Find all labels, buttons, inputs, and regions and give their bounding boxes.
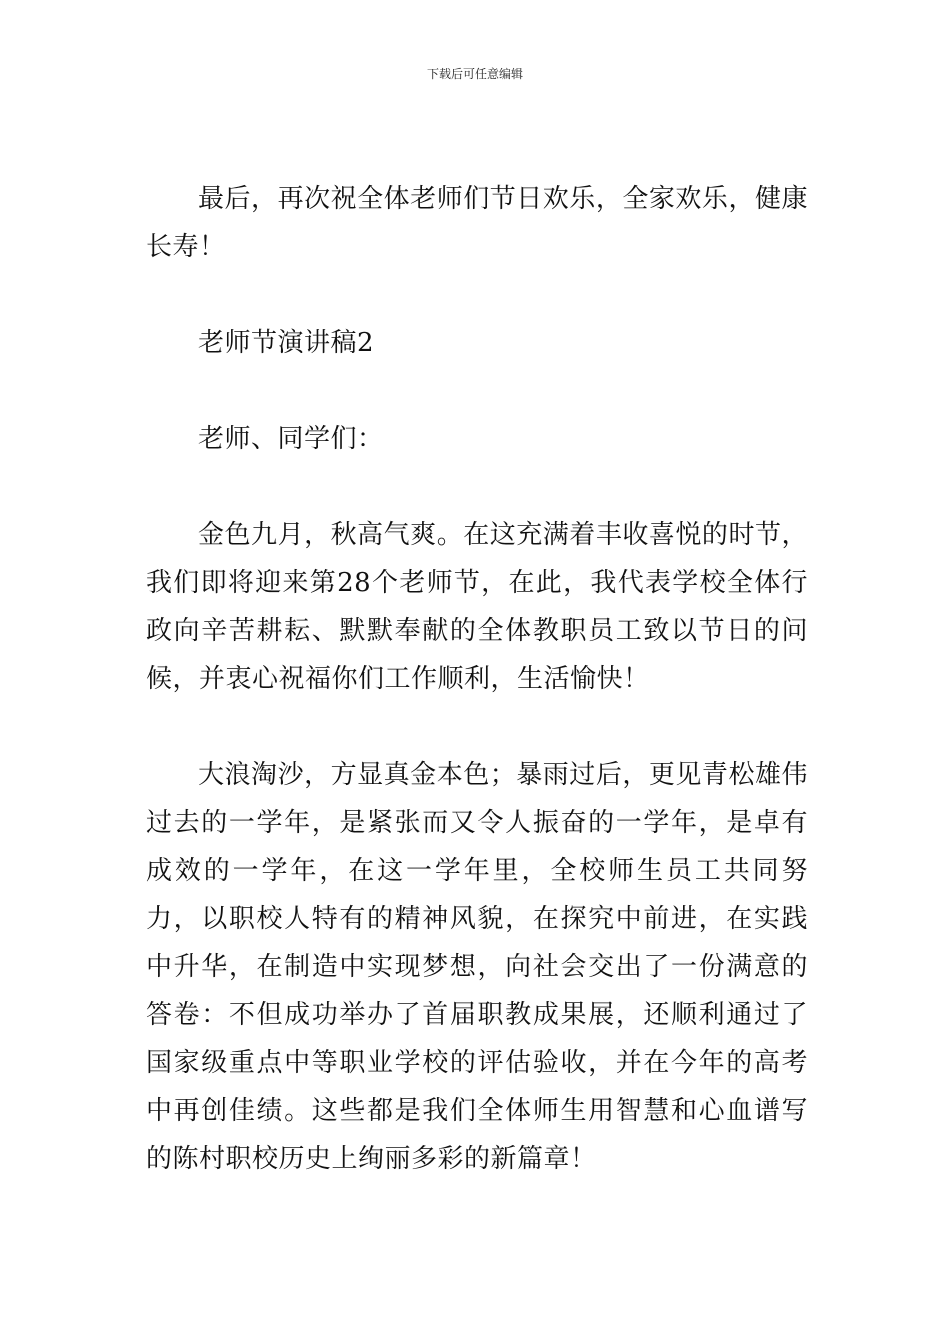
review-paragraph: 大浪淘沙，方显真金本色；暴雨过后，更见青松雄伟过去的一学年，是紧张而又令人振奋的一学年，是卓有成效的一学年，在这一学年里，全校师生员工共同努力，以职校人特有的精神风貌，在探究中前进，在实践中升华，在制造中实现梦想，向社会交出了一份满意的答卷：不但成功举办了首届职教成果展，还顺利通过了国家级重点中等职业学校的评估验收，并在今年的高考中再创佳绩。这些都是我们全体师生用智慧和心血谱写的陈村职校历史上绚丽多彩的新篇章！ xyxy=(146,760,808,1174)
greeting-paragraph: 金色九月，秋高气爽。在这充满着丰收喜悦的时节，我们即将迎来第28个老师节，在此，我代表学校全体行政向辛苦耕耘、默默奉献的全体教职员工致以节日的问候，并衷心祝福你们工作顺利，生活愉快！ xyxy=(146,520,808,694)
paragraph-gap xyxy=(146,463,808,511)
paragraph-gap xyxy=(146,703,808,751)
document-body xyxy=(146,175,808,1183)
paragraph-gap xyxy=(146,367,808,415)
paragraph-gap xyxy=(146,271,808,319)
salutation: 老师、同学们： xyxy=(198,424,384,454)
page-header: 下载后可任意编辑 xyxy=(426,67,523,81)
section-title: 老师节演讲稿2 xyxy=(198,328,375,358)
closing-paragraph: 最后，再次祝全体老师们节日欢乐，全家欢乐，健康长寿！ xyxy=(146,184,808,262)
